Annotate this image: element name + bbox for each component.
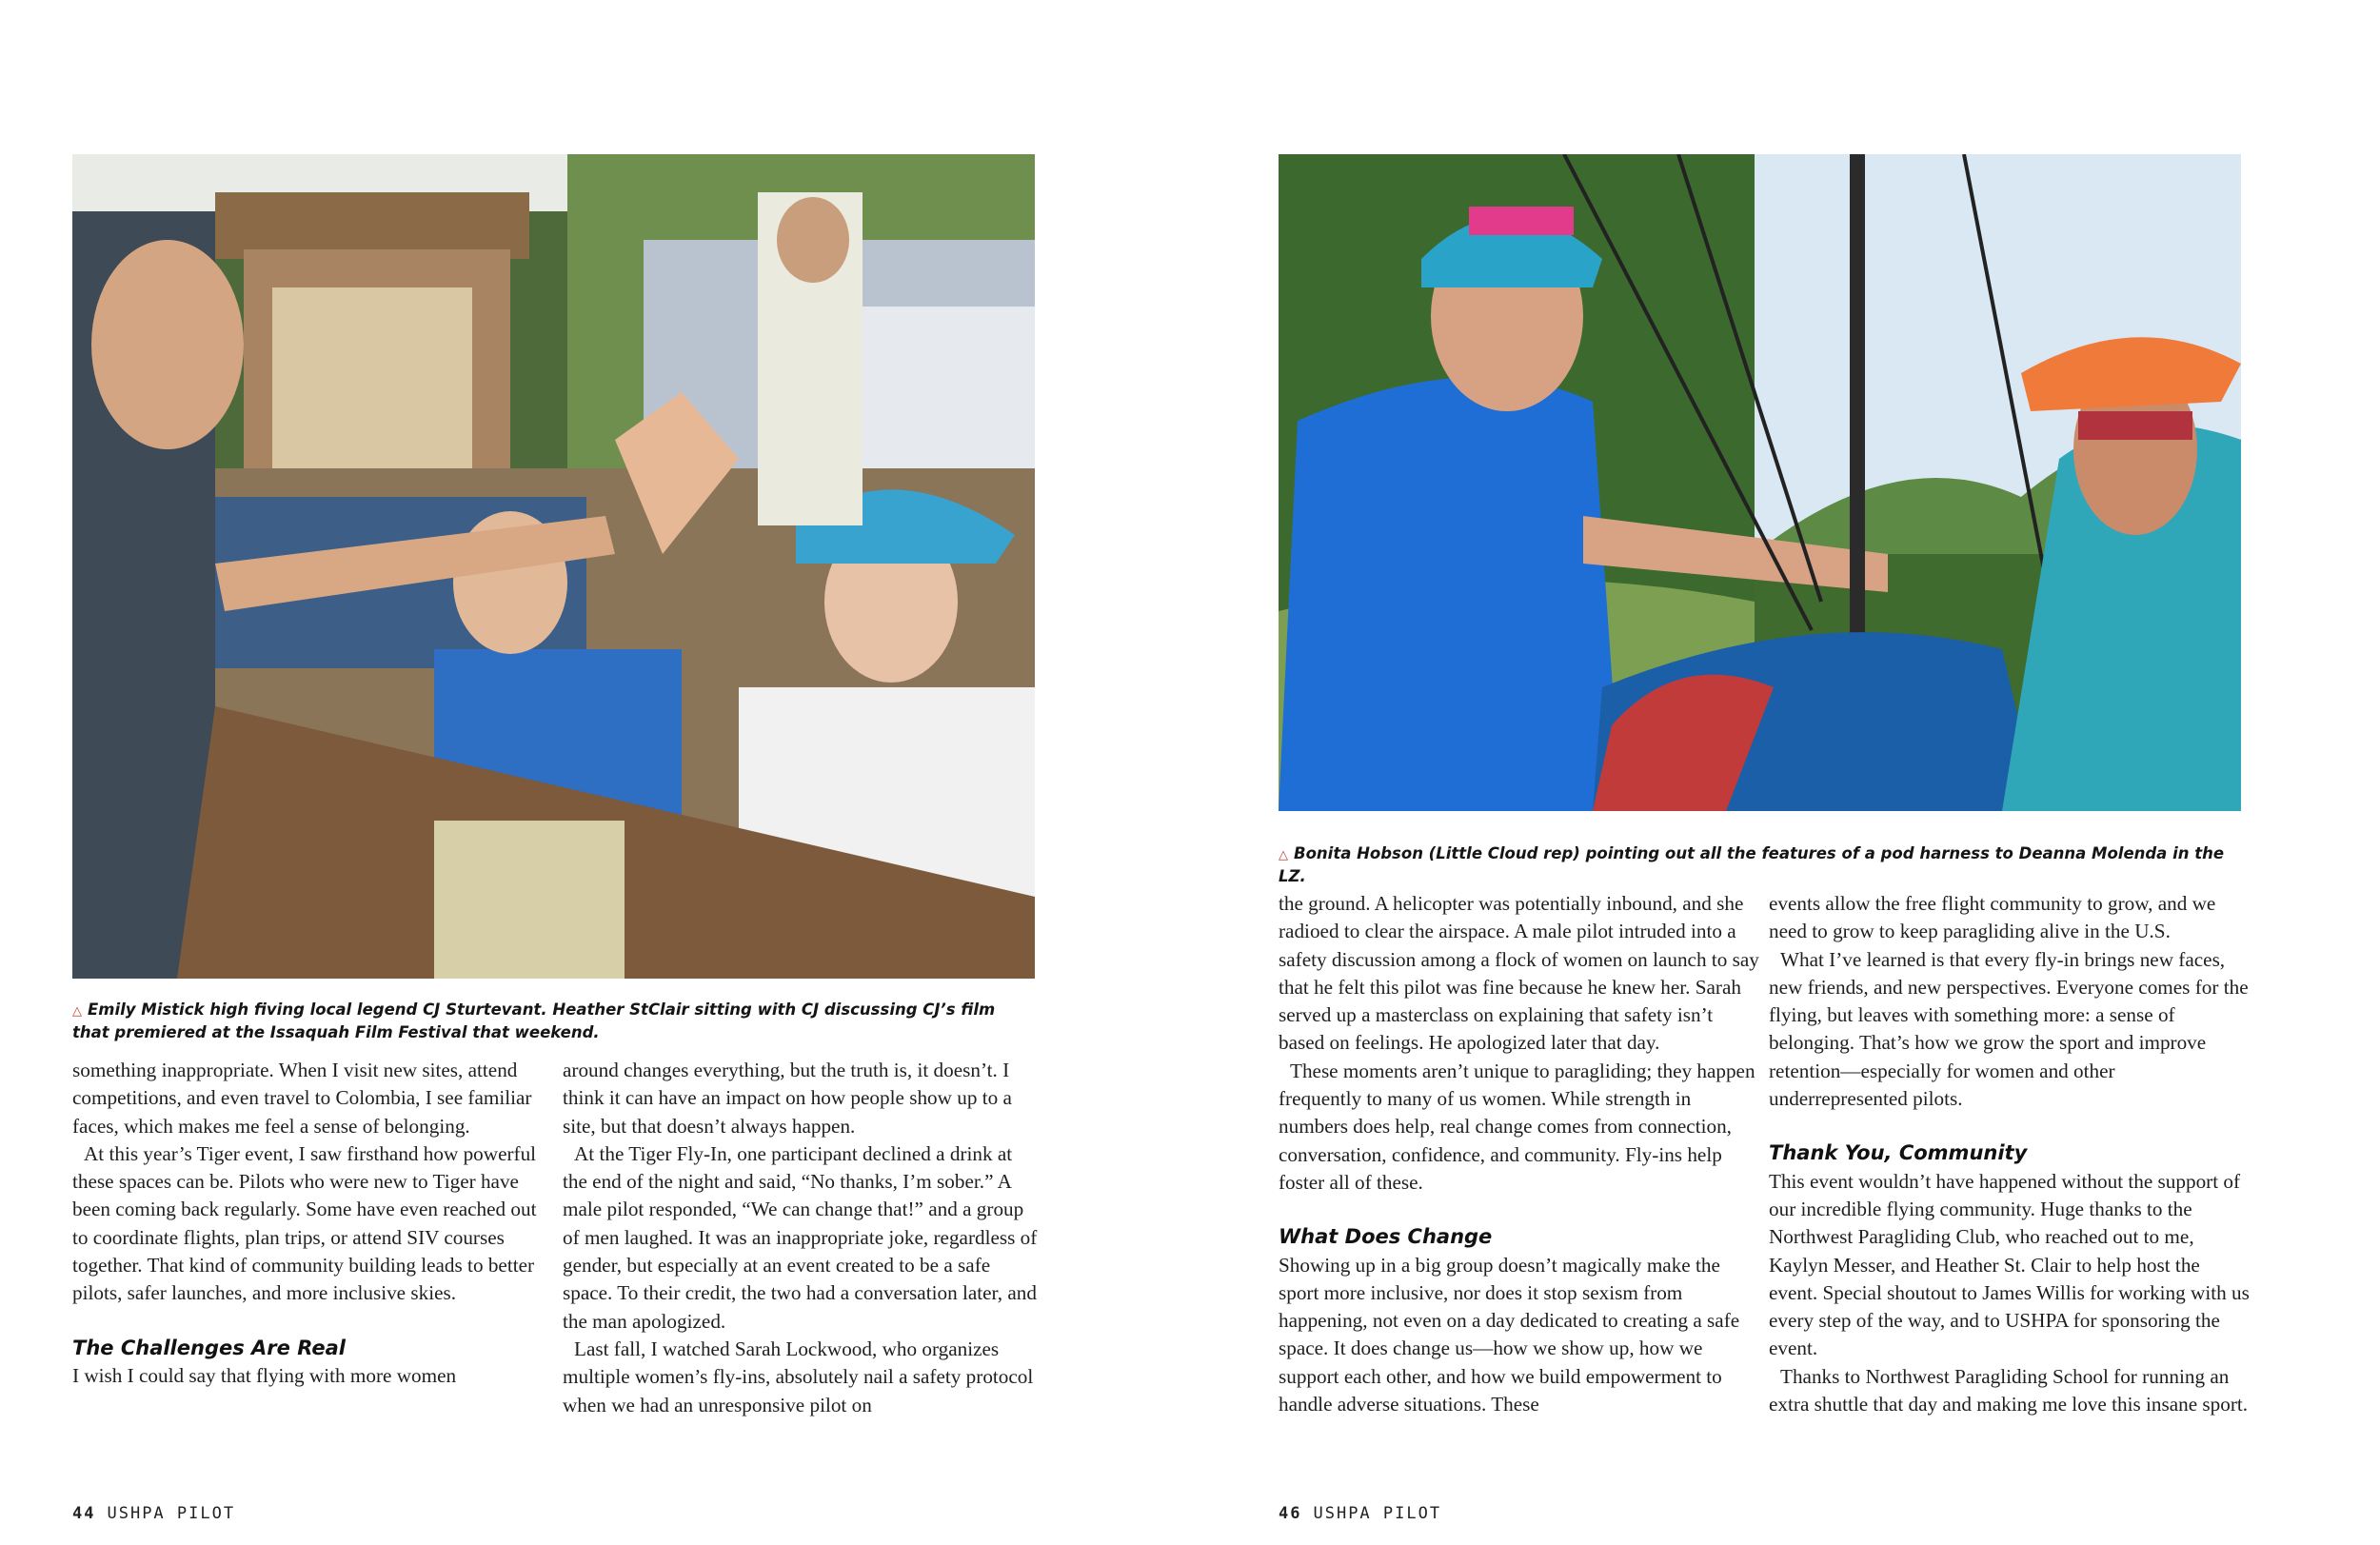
text-column-2	[563, 1057, 1039, 1419]
caption-text: Emily Mistick high fiving local legend CJ Sturtevant. Heather StClair sitting with CJ discussing CJ’s film that premiered at the Issaquah Film Festival that weekend.	[72, 1000, 996, 1041]
paragraph: Thanks to Northwest Paragliding School for running an extra shuttle that day and making me love this insane sport.	[1769, 1364, 2249, 1416]
paragraph: At this year’s Tiger event, I saw firsthand how powerful these spaces can be. Pilots who were new to Tiger have been coming back regularly. Some have even reached out to coordinate flights, plan trips, or attend SIV courses together. That kind of community building leads to better pilots, safer launches, and more inclusive skies.	[72, 1141, 537, 1305]
page-folio	[72, 1504, 235, 1523]
high-five-photo	[72, 154, 1035, 979]
paragraph: These moments aren’t unique to paragliding; they happen frequently to many of us women. While strength in numbers does help, real change comes from connection, conversation, confidence, and community. Fly-ins help foster all of these.	[1279, 1059, 1755, 1194]
magazine-title: USHPA PILOT	[1313, 1504, 1442, 1523]
paragraph: Last fall, I watched Sarah Lockwood, who organizes multiple women’s fly-ins, absolutely nail a safety protocol when we had an unresponsive pilot on	[563, 1337, 1034, 1416]
page-number: 46	[1279, 1504, 1302, 1523]
caption-triangle-icon: △	[72, 1004, 82, 1019]
photo-caption	[1279, 843, 2241, 887]
section-heading: What Does Change	[1279, 1225, 1493, 1249]
paragraph: the ground. A helicopter was potentially inbound, and she radioed to clear the airspace. A male pilot intruded into a safety discussion among a flock of women on launch to say that he felt this pilot was fine because he knew her. Sarah served up a masterclass on explaining that safety isn’t based on feelings. He apologized later that day.	[1279, 892, 1759, 1055]
text-column-2	[1769, 890, 2250, 1418]
text-column-1	[72, 1057, 553, 1390]
right-page	[1190, 0, 2380, 1545]
paragraph: What I’ve learned is that every fly-in brings new faces, new friends, and new perspectives. Everyone comes for the flying, but leaves with something more: a sense of belonging. That’s how we grow the sport and improve retention—especially for women and other underrepresented pilots.	[1769, 947, 2249, 1111]
page-folio	[1279, 1504, 1441, 1523]
text-column-1	[1279, 890, 1759, 1418]
paragraph: At the Tiger Fly-In, one participant declined a drink at the end of the night and said, “No thanks, I’m sober.” A male pilot responded, “We can change that!” and a group of men laughed. It was an inappropriate joke, regardless of gender, but especially at an event created to be a safe space. To their credit, the two had a conversation later, and the man apologized.	[563, 1141, 1038, 1333]
paragraph: I wish I could say that flying with more women	[72, 1363, 457, 1387]
paragraph: around changes everything, but the truth is, it doesn’t. I think it can have an impact on how people show up to a site, but that doesn’t always happen.	[563, 1059, 1012, 1138]
paragraph: events allow the free flight community to grow, and we need to grow to keep paragliding alive in the U.S.	[1769, 892, 2216, 943]
paragraph: Showing up in a big group doesn’t magically make the sport more inclusive, nor does it stop sexism from happening, not even on a day dedicated to creating a safe space. It does change us—how we show up, how we support each other, and how we build empowerment to handle adverse situations. These	[1279, 1253, 1740, 1416]
caption-triangle-icon: △	[1279, 848, 1288, 862]
photo-caption	[72, 1000, 1035, 1043]
harness-photo	[1279, 154, 2241, 811]
caption-text: Bonita Hobson (Little Cloud rep) pointing out all the features of a pod harness to Deanna Molenda in the LZ.	[1279, 844, 2225, 885]
section-heading: The Challenges Are Real	[72, 1336, 346, 1359]
section-heading: Thank You, Community	[1769, 1141, 2028, 1165]
high-five-photo-art	[72, 154, 1035, 979]
paragraph: something inappropriate. When I visit new sites, attend competitions, and even travel to Colombia, I see familiar faces, which makes me feel a sense of belonging.	[72, 1059, 532, 1138]
page-number: 44	[72, 1504, 96, 1523]
magazine-title: USHPA PILOT	[107, 1504, 236, 1523]
paragraph: This event wouldn’t have happened without the support of our incredible flying community. Huge thanks to the Northwest Paragliding Club, who reached out to me, Kaylyn Messer, and Heather St. Clair to help host the event. Special shoutout to James Willis for working with us every step of the way, and to USHPA for sponsoring the event.	[1769, 1169, 2250, 1360]
harness-photo-art	[1279, 154, 2241, 811]
